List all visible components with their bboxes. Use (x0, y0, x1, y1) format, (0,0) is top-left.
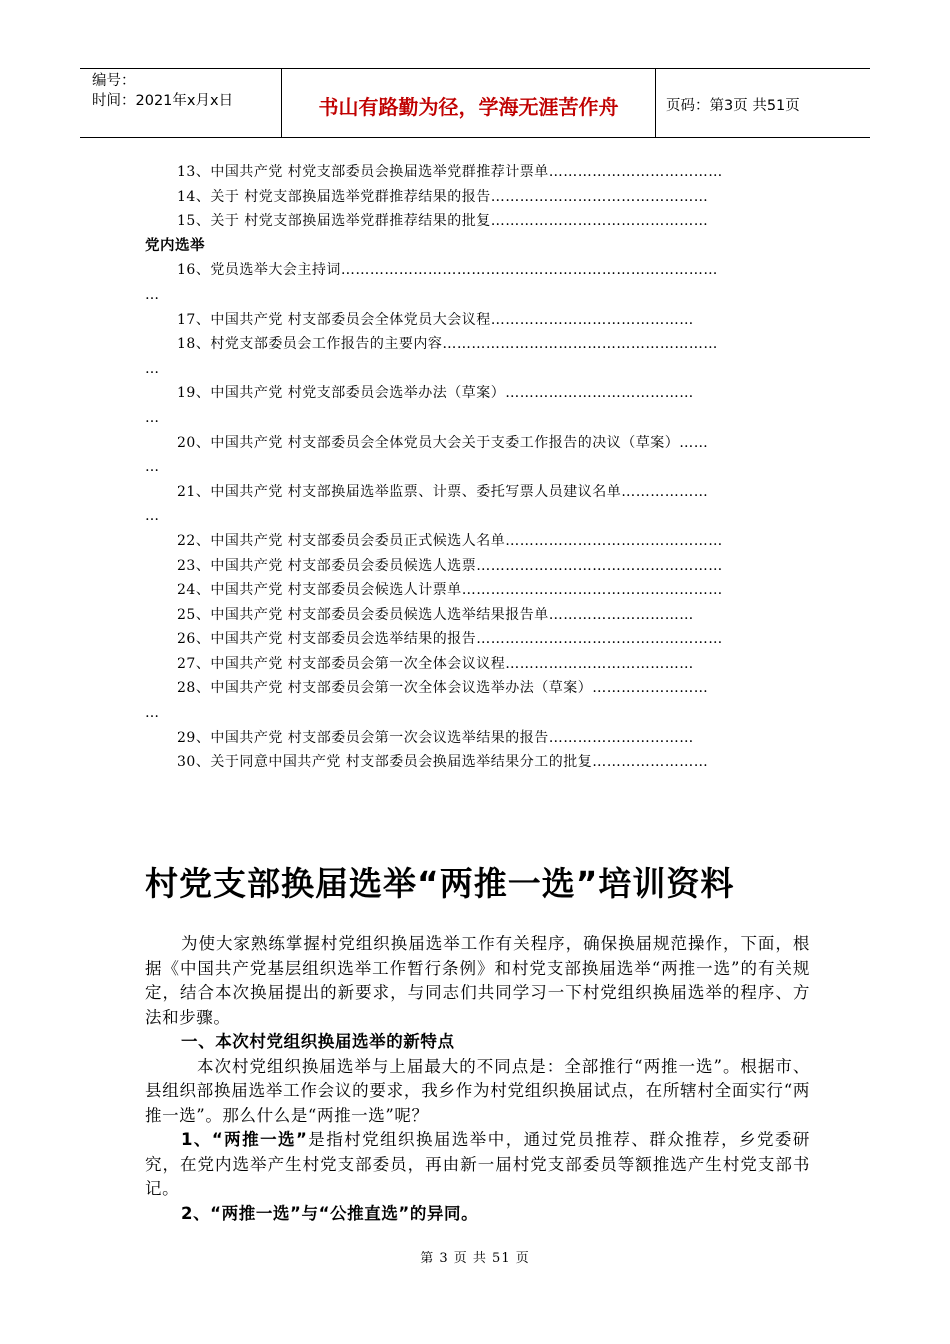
page-footer: 第 3 页 共 51 页 (420, 1251, 530, 1266)
toc-entry: … (145, 705, 160, 722)
document-number-label: 编号： (92, 73, 136, 89)
toc-entry: … (145, 409, 160, 426)
toc-entry: 13、中国共产党 村党支部委员会换届选举党群推荐计票单……………………………… (177, 164, 723, 180)
intro-paragraph: 为使大家熟练掌握村党组织换届选举工作有关程序，确保换届规范操作，下面，根据《中国共产党基层组织选举工作暂行条例》和村党支部换届选举“两推一选”的有关规定，结合本次换届提出的新要求，与同志们共同学习一下村党组织换届选举的程序、方法和步骤。 (145, 934, 810, 1027)
toc-entry: 23、中国共产党 村支部委员会委员候选人选票…………………………………………… (177, 557, 723, 574)
point-1-label: 1、“两推一选” (181, 1130, 308, 1149)
toc-entry: … (145, 508, 160, 525)
header-page-info: 页码：第3页 共51页 (666, 97, 800, 114)
section-1-heading: 一、本次村党组织换届选举的新特点 (181, 1032, 455, 1051)
toc-entry: 29、中国共产党 村支部委员会第一次会议选举结果的报告………………………… (177, 729, 694, 746)
toc-entry: 17、中国共产党 村支部委员会全体党员大会议程…………………………………… (177, 311, 694, 328)
toc-entry: 16、党员选举大会主持词…………………………………………………………………… (177, 262, 718, 279)
toc-entry: … (145, 360, 160, 377)
header-meta (80, 69, 282, 137)
toc-entry: 26、中国共产党 村支部委员会选举结果的报告…………………………………………… (177, 631, 723, 648)
toc-entry: 18、村党支部委员会工作报告的主要内容………………………………………………… (177, 336, 718, 353)
toc-entry: … (145, 286, 160, 303)
section-1-paragraph: 本次村党组织换届选举与上届最大的不同点是：全部推行“两推一选”。根据市、县组织部换届选举工作会议的要求，我乡作为村党组织换届试点，在所辖村全面实行“两推一选”。那么什么是“两推一选”呢？ (145, 1056, 810, 1125)
toc-entry: 14、关于 村党支部换届选举党群推荐结果的报告……………………………………… (177, 188, 709, 205)
toc-section-heading: 党内选举 (145, 237, 205, 254)
toc-entry: … (145, 459, 160, 476)
toc-entry: 19、中国共产党 村党支部委员会选举办法（草案）………………………………… (177, 385, 694, 402)
toc-entry: 20、中国共产党 村支部委员会全体党员大会关于支委工作报告的决议（草案）…… (177, 434, 709, 451)
toc-entry: 27、中国共产党 村支部委员会第一次全体会议议程………………………………… (177, 655, 694, 672)
toc-entry: 21、中国共产党 村支部换届选举监票、计票、委托写票人员建议名单……………… (177, 483, 709, 500)
document-body (145, 932, 810, 1226)
toc-entry: 22、中国共产党 村支部委员会委员正式候选人名单……………………………………… (177, 532, 723, 549)
toc-entry: 25、中国共产党 村支部委员会委员候选人选举结果报告单………………………… (177, 606, 694, 623)
point-1-text: 是指村党组织换届选举中，通过党员推荐、群众推荐，乡党委研究，在党内选举产生村党支部委员，再由新一届村党支部委员等额推选产生村党支部书记。 (145, 1130, 810, 1198)
table-of-contents (145, 160, 810, 775)
document-title: 村党支部换届选举“两推一选”培训资料 (145, 864, 735, 903)
toc-entry: 28、中国共产党 村支部委员会第一次全体会议选举办法（草案）…………………… (177, 680, 709, 697)
point-2-heading: 2、“两推一选”与“公推直选”的异同。 (181, 1203, 479, 1223)
document-time: 时间：2021年x月x日 (92, 93, 234, 109)
toc-entry: 15、关于 村党支部换届选举党群推荐结果的批复……………………………………… (177, 213, 709, 230)
toc-entry: 24、中国共产党 村支部委员会候选人计票单……………………………………………… (177, 582, 723, 599)
header-motto: 书山有路勤为径，学海无涯苦作舟 (282, 69, 656, 137)
toc-entry: 30、关于同意中国共产党 村支部委员会换届选举结果分工的批复…………………… (177, 754, 709, 771)
page-header (80, 68, 870, 138)
